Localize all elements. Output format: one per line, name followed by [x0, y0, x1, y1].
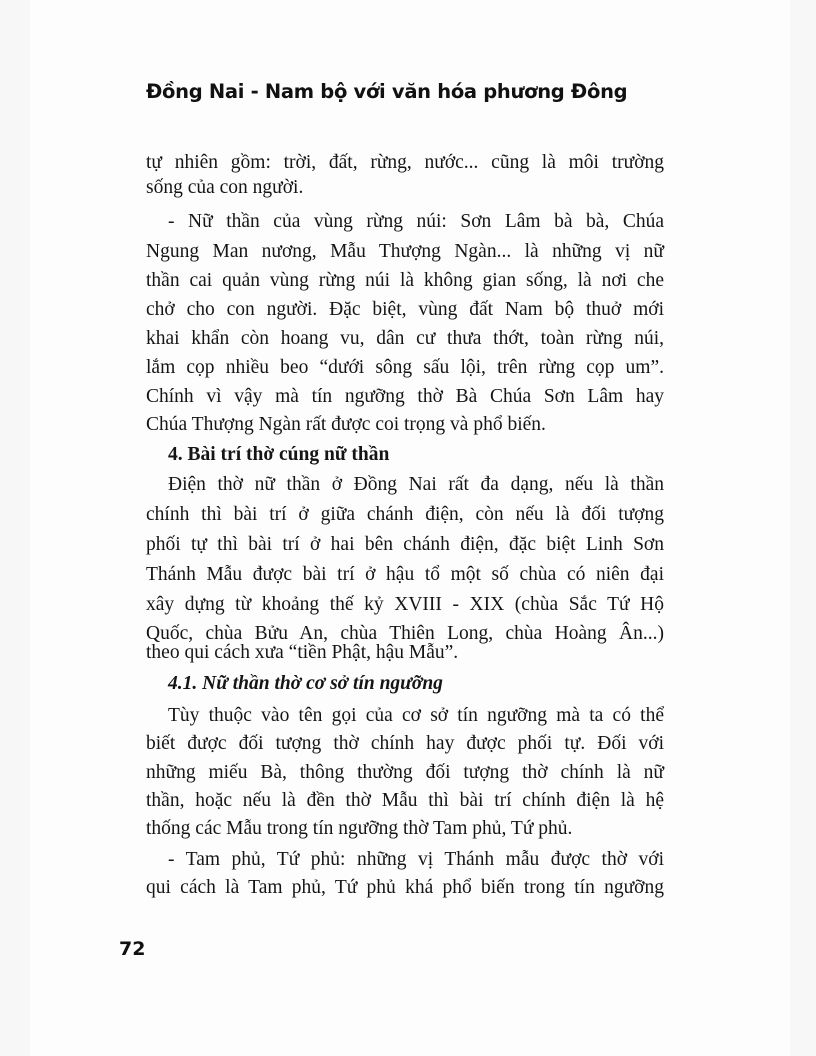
body-line: thần, hoặc nếu là đền thờ Mẫu thì bài trí chính điện là hệ	[146, 790, 664, 811]
body-line: khai khẩn còn hoang vu, dân cư thưa thớt, toàn rừng núi,	[146, 328, 664, 349]
body-line: sống của con người.	[146, 177, 304, 198]
body-line: tự nhiên gồm: trời, đất, rừng, nước... cũng là môi trường	[146, 152, 664, 173]
body-line: những miếu Bà, thông thường đối tượng thờ chính là nữ	[146, 762, 664, 783]
subsection-heading: 4.1. Nữ thần thờ cơ sở tín ngưỡng	[168, 673, 443, 694]
body-line: Quốc, chùa Bửu An, chùa Thiên Long, chùa Hoàng Ân...)	[146, 623, 664, 644]
body-line: Chính vì vậy mà tín ngưỡng thờ Bà Chúa Sơn Lâm hay	[146, 386, 664, 407]
body-line: phối tự thì bài trí ở hai bên chánh điện, đặc biệt Linh Sơn	[146, 534, 664, 555]
body-line: biết được đối tượng thờ chính hay được phối tự. Đối với	[146, 733, 664, 754]
body-line: chính thì bài trí ở giữa chánh điện, còn nếu là đối tượng	[146, 504, 664, 525]
running-header: Đồng Nai - Nam bộ với văn hóa phương Đông	[146, 80, 628, 103]
body-line: Thánh Mẫu được bài trí ở hậu tổ một số chùa có niên đại	[146, 564, 664, 585]
body-line: qui cách là Tam phủ, Tứ phủ khá phổ biến trong tín ngưỡng	[146, 877, 664, 898]
body-line: thống các Mẫu trong tín ngưỡng thờ Tam phủ, Tứ phủ.	[146, 818, 573, 839]
body-line: Tùy thuộc vào tên gọi của cơ sở tín ngưỡng mà ta có thể	[168, 705, 664, 726]
body-line: thần cai quản vùng rừng núi là không gian sống, là nơi che	[146, 270, 664, 291]
body-line: - Nữ thần của vùng rừng núi: Sơn Lâm bà bà, Chúa	[168, 211, 664, 232]
body-line: Chúa Thượng Ngàn rất được coi trọng và phổ biến.	[146, 414, 546, 435]
page-number: 72	[119, 938, 146, 960]
body-line: theo qui cách xưa “tiền Phật, hậu Mẫu”.	[146, 642, 459, 663]
body-line: lắm cọp nhiều beo “dưới sông sấu lội, trên rừng cọp um”.	[146, 357, 664, 378]
body-line: xây dựng từ khoảng thế kỷ XVIII - XIX (chùa Sắc Tứ Hộ	[146, 594, 664, 615]
body-line: Điện thờ nữ thần ở Đồng Nai rất đa dạng, nếu là thần	[168, 474, 664, 495]
section-heading: 4. Bài trí thờ cúng nữ thần	[168, 444, 390, 465]
body-line: - Tam phủ, Tứ phủ: những vị Thánh mẫu được thờ với	[168, 849, 664, 870]
body-line: chở cho con người. Đặc biệt, vùng đất Nam bộ thuở mới	[146, 299, 664, 320]
body-line: Ngung Man nương, Mẫu Thượng Ngàn... là những vị nữ	[146, 241, 664, 262]
